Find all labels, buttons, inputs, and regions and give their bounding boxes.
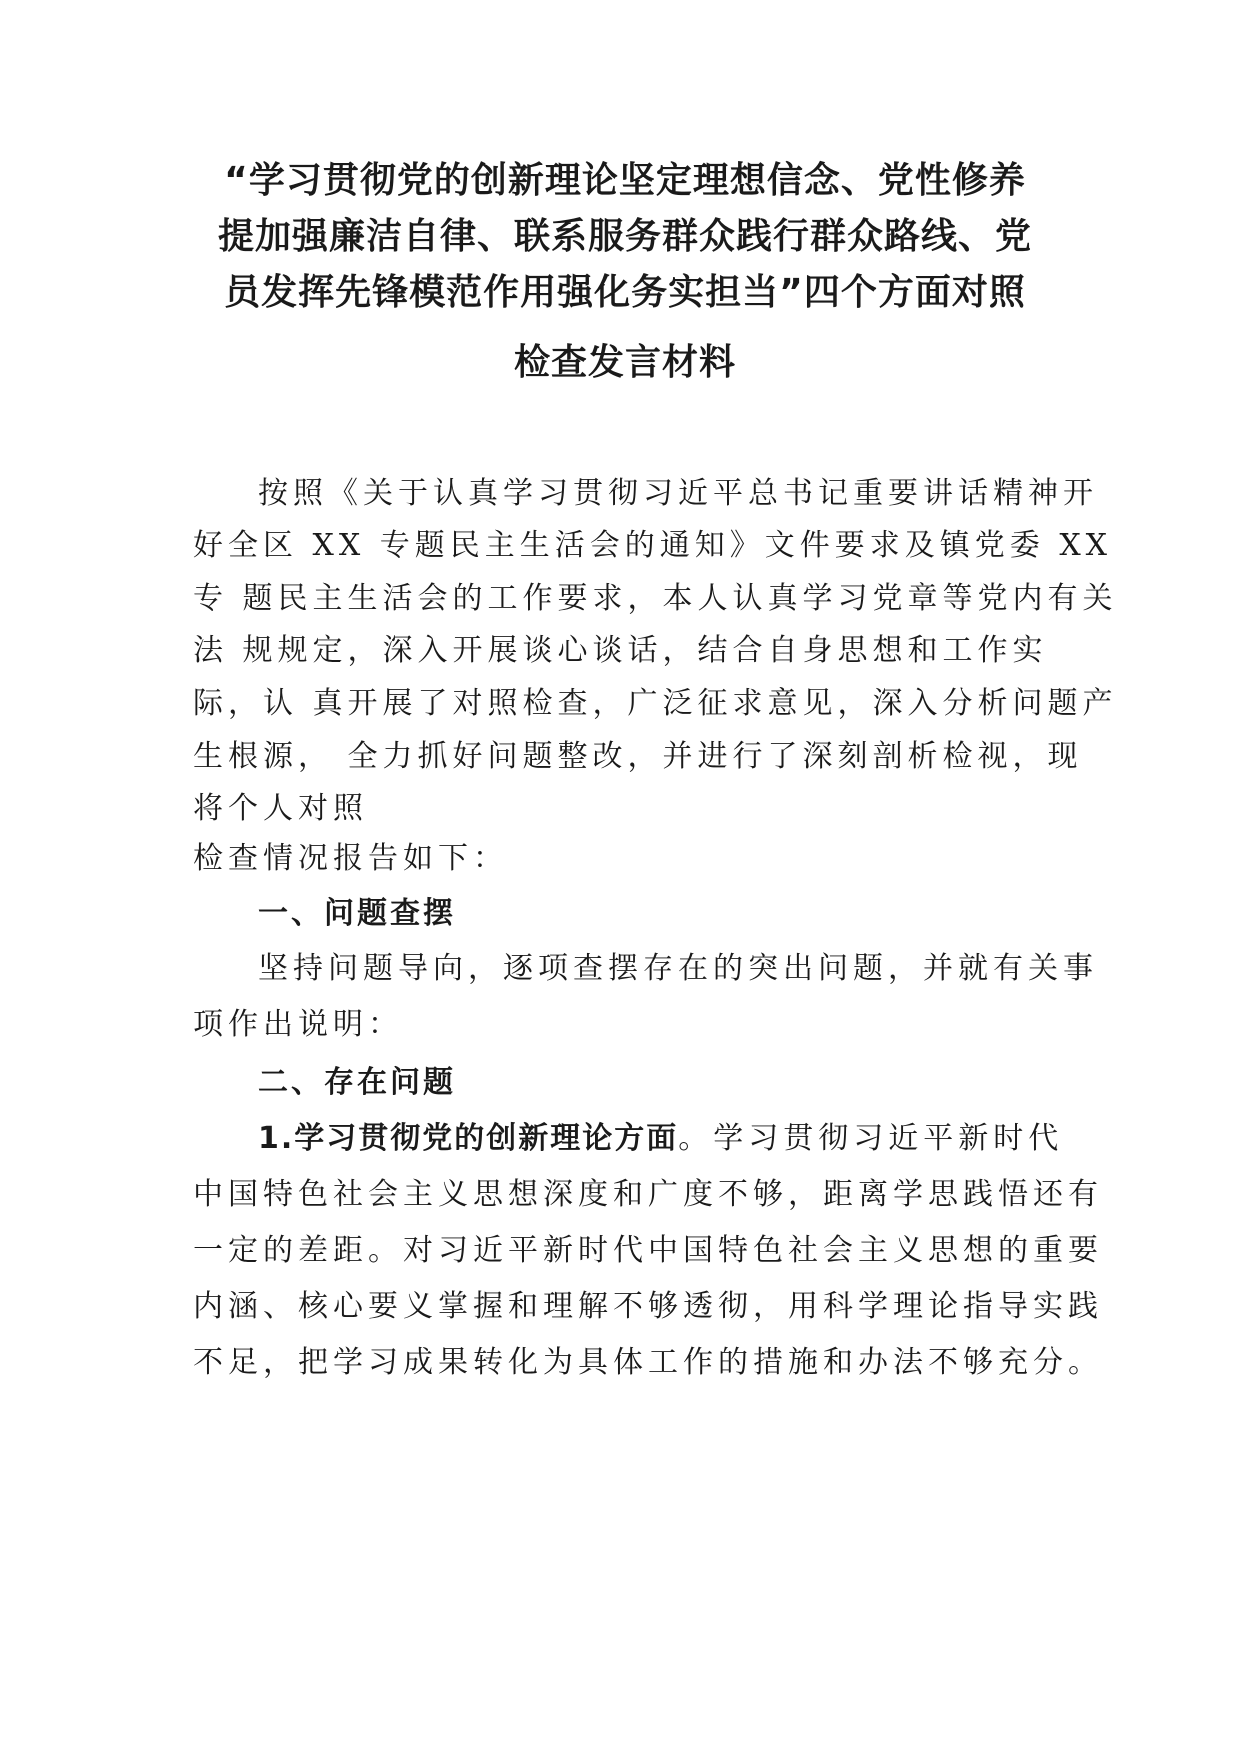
item1-first-line xyxy=(258,1118,1063,1160)
item1-line-4: 内涵、核心要义掌握和理解不够透彻，用科学理论指导实践 xyxy=(193,1289,1103,1324)
item1-line-5: 不足，把学习成果转化为具体工作的措施和办法不够充分。 xyxy=(193,1345,1103,1380)
intro-line-8: 检查情况报告如下： xyxy=(193,841,508,876)
document-title-line-1: “学习贯彻党的创新理论坚定理想信念、党性修养 xyxy=(224,160,1026,201)
intro-line-7: 将个人对照 xyxy=(193,791,368,826)
intro-line-2: 好全区 XX 专题民主生活会的通知》文件要求及镇党委 XX xyxy=(193,528,1113,563)
document-title-line-2: 提加强廉洁自律、联系服务群众践行群众路线、党 xyxy=(217,216,1032,257)
intro-line-3: 专 题民主生活会的工作要求，本人认真学习党章等党内有关 xyxy=(193,581,1118,616)
intro-line-6: 生根源， 全力抓好问题整改，并进行了深刻剖析检视，现 xyxy=(193,739,1083,774)
item1-label: 1.学习贯彻党的创新理论方面 xyxy=(258,1121,679,1156)
intro-line-4: 法 规规定，深入开展谈心谈话，结合自身思想和工作实 xyxy=(193,633,1048,668)
item1-first-line-rest: 。学习贯彻习近平新时代 xyxy=(678,1121,1064,1156)
item1-line-2: 中国特色社会主义思想深度和广度不够，距离学思践悟还有 xyxy=(193,1177,1103,1212)
section1-line-2: 项作出说明： xyxy=(193,1007,403,1042)
section1-line-1: 坚持问题导向，逐项查摆存在的突出问题，并就有关事 xyxy=(258,951,1098,986)
section-heading-1: 一、问题查摆 xyxy=(258,896,456,931)
intro-line-1: 按照《关于认真学习贯彻习近平总书记重要讲话精神开 xyxy=(258,476,1098,511)
intro-line-5: 际，认 真开展了对照检查，广泛征求意见，深入分析问题产 xyxy=(193,686,1118,721)
section-heading-2: 二、存在问题 xyxy=(258,1065,456,1100)
item1-line-3: 一定的差距。对习近平新时代中国特色社会主义思想的重要 xyxy=(193,1233,1103,1268)
document-title-line-3: 员发挥先锋模范作用强化务实担当”四个方面对照 xyxy=(224,272,1026,313)
document-title-line-4: 检查发言材料 xyxy=(513,342,736,383)
